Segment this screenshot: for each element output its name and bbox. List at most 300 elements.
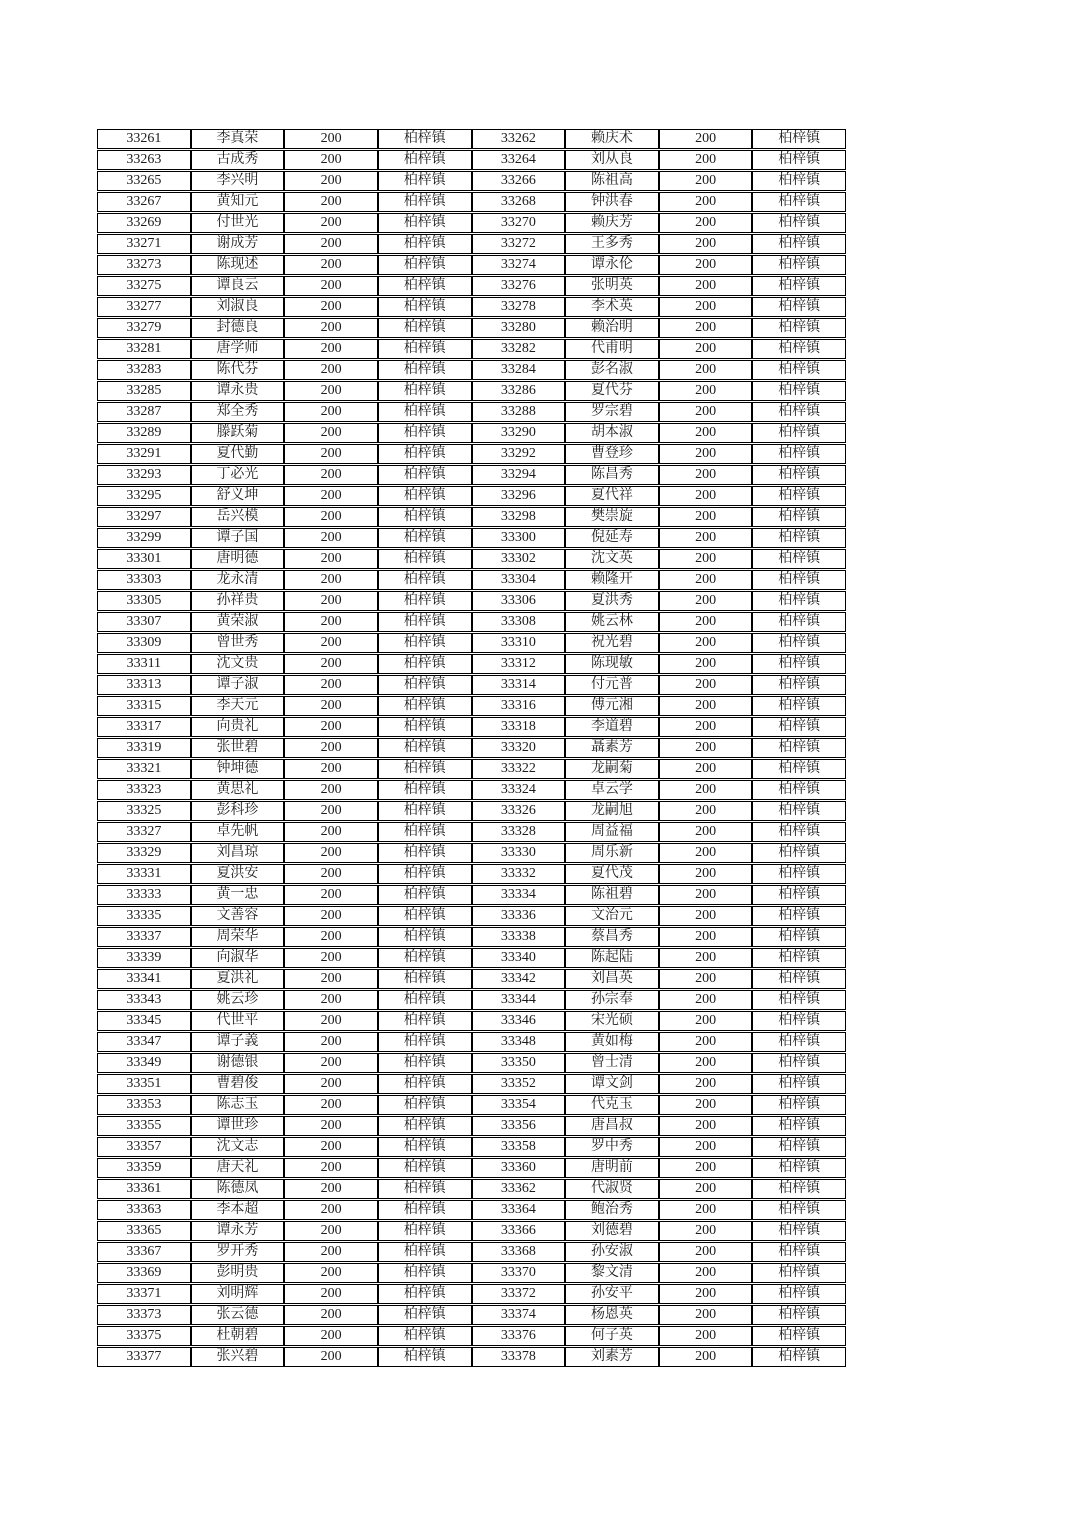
person-name-left: 谭子義 xyxy=(191,1032,285,1052)
person-name-right: 谭文剑 xyxy=(565,1074,659,1094)
town-left: 柏梓镇 xyxy=(378,465,472,485)
table-row xyxy=(97,990,846,1010)
town-left: 柏梓镇 xyxy=(378,927,472,947)
record-id-left: 33363 xyxy=(97,1200,191,1220)
town-right: 柏梓镇 xyxy=(752,1326,846,1346)
town-left: 柏梓镇 xyxy=(378,381,472,401)
town-right: 柏梓镇 xyxy=(752,654,846,674)
record-id-left: 33299 xyxy=(97,528,191,548)
amount-right: 200 xyxy=(659,129,753,149)
amount-left: 200 xyxy=(284,444,378,464)
person-name-right: 赖治明 xyxy=(565,318,659,338)
person-name-left: 谭子淑 xyxy=(191,675,285,695)
person-name-left: 郑全秀 xyxy=(191,402,285,422)
table-row xyxy=(97,129,846,149)
person-name-left: 谭良云 xyxy=(191,276,285,296)
amount-right: 200 xyxy=(659,1263,753,1283)
town-right: 柏梓镇 xyxy=(752,297,846,317)
amount-left: 200 xyxy=(284,1116,378,1136)
person-name-right: 龙嗣菊 xyxy=(565,759,659,779)
town-left: 柏梓镇 xyxy=(378,549,472,569)
person-name-left: 谭永贵 xyxy=(191,381,285,401)
amount-left: 200 xyxy=(284,1305,378,1325)
record-id-right: 33284 xyxy=(472,360,566,380)
town-right: 柏梓镇 xyxy=(752,1179,846,1199)
record-id-right: 33330 xyxy=(472,843,566,863)
table-row xyxy=(97,801,846,821)
record-id-right: 33368 xyxy=(472,1242,566,1262)
table-row xyxy=(97,822,846,842)
person-name-right: 孙安平 xyxy=(565,1284,659,1304)
payment-roster-table xyxy=(97,128,846,1368)
amount-left: 200 xyxy=(284,801,378,821)
person-name-left: 丁必光 xyxy=(191,465,285,485)
town-left: 柏梓镇 xyxy=(378,1179,472,1199)
record-id-right: 33358 xyxy=(472,1137,566,1157)
person-name-left: 滕跃菊 xyxy=(191,423,285,443)
amount-right: 200 xyxy=(659,381,753,401)
town-left: 柏梓镇 xyxy=(378,1221,472,1241)
record-id-right: 33366 xyxy=(472,1221,566,1241)
amount-right: 200 xyxy=(659,1011,753,1031)
person-name-left: 张世碧 xyxy=(191,738,285,758)
table-row xyxy=(97,318,846,338)
town-left: 柏梓镇 xyxy=(378,1263,472,1283)
amount-right: 200 xyxy=(659,150,753,170)
person-name-right: 鲍治秀 xyxy=(565,1200,659,1220)
person-name-right: 孙宗奉 xyxy=(565,990,659,1010)
town-right: 柏梓镇 xyxy=(752,402,846,422)
amount-right: 200 xyxy=(659,1158,753,1178)
town-left: 柏梓镇 xyxy=(378,1011,472,1031)
town-right: 柏梓镇 xyxy=(752,444,846,464)
amount-right: 200 xyxy=(659,192,753,212)
person-name-left: 罗开秀 xyxy=(191,1242,285,1262)
person-name-right: 夏洪秀 xyxy=(565,591,659,611)
person-name-right: 周乐新 xyxy=(565,843,659,863)
person-name-right: 李术英 xyxy=(565,297,659,317)
person-name-right: 黄如梅 xyxy=(565,1032,659,1052)
person-name-right: 蔡昌秀 xyxy=(565,927,659,947)
town-right: 柏梓镇 xyxy=(752,1074,846,1094)
table-row xyxy=(97,759,846,779)
amount-left: 200 xyxy=(284,822,378,842)
amount-left: 200 xyxy=(284,213,378,233)
person-name-right: 代克玉 xyxy=(565,1095,659,1115)
record-id-right: 33276 xyxy=(472,276,566,296)
record-id-right: 33316 xyxy=(472,696,566,716)
town-right: 柏梓镇 xyxy=(752,1116,846,1136)
amount-left: 200 xyxy=(284,1053,378,1073)
table-row xyxy=(97,864,846,884)
table-row xyxy=(97,570,846,590)
amount-left: 200 xyxy=(284,843,378,863)
record-id-left: 33355 xyxy=(97,1116,191,1136)
table-row xyxy=(97,192,846,212)
town-left: 柏梓镇 xyxy=(378,1095,472,1115)
person-name-left: 谢德银 xyxy=(191,1053,285,1073)
amount-left: 200 xyxy=(284,192,378,212)
amount-left: 200 xyxy=(284,1137,378,1157)
amount-left: 200 xyxy=(284,990,378,1010)
person-name-right: 文治元 xyxy=(565,906,659,926)
record-id-left: 33357 xyxy=(97,1137,191,1157)
record-id-left: 33337 xyxy=(97,927,191,947)
amount-left: 200 xyxy=(284,255,378,275)
record-id-left: 33345 xyxy=(97,1011,191,1031)
table-row xyxy=(97,402,846,422)
person-name-left: 卓先帆 xyxy=(191,822,285,842)
table-row xyxy=(97,843,846,863)
record-id-left: 33375 xyxy=(97,1326,191,1346)
amount-left: 200 xyxy=(284,465,378,485)
amount-right: 200 xyxy=(659,1053,753,1073)
town-right: 柏梓镇 xyxy=(752,570,846,590)
record-id-right: 33356 xyxy=(472,1116,566,1136)
amount-left: 200 xyxy=(284,1095,378,1115)
town-left: 柏梓镇 xyxy=(378,1242,472,1262)
table-row xyxy=(97,1242,846,1262)
record-id-right: 33326 xyxy=(472,801,566,821)
record-id-right: 33312 xyxy=(472,654,566,674)
amount-right: 200 xyxy=(659,276,753,296)
town-right: 柏梓镇 xyxy=(752,192,846,212)
record-id-right: 33354 xyxy=(472,1095,566,1115)
record-id-right: 33374 xyxy=(472,1305,566,1325)
person-name-left: 黄一忠 xyxy=(191,885,285,905)
record-id-right: 33342 xyxy=(472,969,566,989)
table-row xyxy=(97,549,846,569)
amount-right: 200 xyxy=(659,759,753,779)
person-name-left: 杜朝碧 xyxy=(191,1326,285,1346)
town-left: 柏梓镇 xyxy=(378,1074,472,1094)
amount-right: 200 xyxy=(659,906,753,926)
record-id-left: 33263 xyxy=(97,150,191,170)
amount-left: 200 xyxy=(284,885,378,905)
table-row xyxy=(97,486,846,506)
person-name-left: 唐明德 xyxy=(191,549,285,569)
record-id-left: 33367 xyxy=(97,1242,191,1262)
record-id-right: 33264 xyxy=(472,150,566,170)
record-id-right: 33314 xyxy=(472,675,566,695)
record-id-right: 33266 xyxy=(472,171,566,191)
record-id-left: 33297 xyxy=(97,507,191,527)
amount-right: 200 xyxy=(659,717,753,737)
record-id-right: 33296 xyxy=(472,486,566,506)
table-row xyxy=(97,528,846,548)
record-id-right: 33290 xyxy=(472,423,566,443)
amount-right: 200 xyxy=(659,948,753,968)
person-name-left: 谭永芳 xyxy=(191,1221,285,1241)
record-id-left: 33311 xyxy=(97,654,191,674)
town-left: 柏梓镇 xyxy=(378,633,472,653)
person-name-right: 龙嗣旭 xyxy=(565,801,659,821)
amount-left: 200 xyxy=(284,696,378,716)
table-row xyxy=(97,906,846,926)
town-left: 柏梓镇 xyxy=(378,192,472,212)
town-left: 柏梓镇 xyxy=(378,822,472,842)
person-name-right: 刘德碧 xyxy=(565,1221,659,1241)
amount-right: 200 xyxy=(659,1095,753,1115)
person-name-right: 黎文清 xyxy=(565,1263,659,1283)
town-left: 柏梓镇 xyxy=(378,1158,472,1178)
town-right: 柏梓镇 xyxy=(752,696,846,716)
amount-right: 200 xyxy=(659,885,753,905)
table-row xyxy=(97,1032,846,1052)
town-left: 柏梓镇 xyxy=(378,885,472,905)
table-row xyxy=(97,150,846,170)
record-id-left: 33267 xyxy=(97,192,191,212)
town-left: 柏梓镇 xyxy=(378,1347,472,1367)
record-id-right: 33372 xyxy=(472,1284,566,1304)
table-row xyxy=(97,1116,846,1136)
amount-right: 200 xyxy=(659,297,753,317)
record-id-right: 33320 xyxy=(472,738,566,758)
town-right: 柏梓镇 xyxy=(752,1095,846,1115)
town-left: 柏梓镇 xyxy=(378,864,472,884)
record-id-right: 33302 xyxy=(472,549,566,569)
person-name-left: 陈德凤 xyxy=(191,1179,285,1199)
record-id-right: 33334 xyxy=(472,885,566,905)
person-name-right: 曹登珍 xyxy=(565,444,659,464)
record-id-right: 33350 xyxy=(472,1053,566,1073)
town-right: 柏梓镇 xyxy=(752,528,846,548)
town-left: 柏梓镇 xyxy=(378,297,472,317)
town-left: 柏梓镇 xyxy=(378,969,472,989)
table-row xyxy=(97,1326,846,1346)
town-right: 柏梓镇 xyxy=(752,843,846,863)
amount-left: 200 xyxy=(284,633,378,653)
table-row xyxy=(97,339,846,359)
amount-right: 200 xyxy=(659,423,753,443)
person-name-right: 罗中秀 xyxy=(565,1137,659,1157)
town-right: 柏梓镇 xyxy=(752,675,846,695)
person-name-right: 唐昌叔 xyxy=(565,1116,659,1136)
amount-right: 200 xyxy=(659,234,753,254)
amount-left: 200 xyxy=(284,906,378,926)
record-id-left: 33369 xyxy=(97,1263,191,1283)
person-name-left: 李本超 xyxy=(191,1200,285,1220)
person-name-right: 谭永伦 xyxy=(565,255,659,275)
table-row xyxy=(97,948,846,968)
town-left: 柏梓镇 xyxy=(378,171,472,191)
town-left: 柏梓镇 xyxy=(378,339,472,359)
record-id-left: 33275 xyxy=(97,276,191,296)
person-name-left: 李天元 xyxy=(191,696,285,716)
town-right: 柏梓镇 xyxy=(752,1200,846,1220)
record-id-left: 33325 xyxy=(97,801,191,821)
table-row xyxy=(97,1284,846,1304)
amount-right: 200 xyxy=(659,696,753,716)
person-name-right: 代甫明 xyxy=(565,339,659,359)
person-name-right: 夏代茂 xyxy=(565,864,659,884)
record-id-left: 33295 xyxy=(97,486,191,506)
amount-left: 200 xyxy=(284,675,378,695)
table-row xyxy=(97,1011,846,1031)
record-id-right: 33278 xyxy=(472,297,566,317)
amount-left: 200 xyxy=(284,738,378,758)
person-name-left: 代世平 xyxy=(191,1011,285,1031)
record-id-left: 33347 xyxy=(97,1032,191,1052)
person-name-right: 陈现敏 xyxy=(565,654,659,674)
table-row xyxy=(97,213,846,233)
town-left: 柏梓镇 xyxy=(378,1053,472,1073)
person-name-right: 王多秀 xyxy=(565,234,659,254)
person-name-left: 黄知元 xyxy=(191,192,285,212)
amount-right: 200 xyxy=(659,1116,753,1136)
person-name-right: 姚云林 xyxy=(565,612,659,632)
town-right: 柏梓镇 xyxy=(752,885,846,905)
record-id-left: 33261 xyxy=(97,129,191,149)
record-id-right: 33332 xyxy=(472,864,566,884)
person-name-right: 倪延寿 xyxy=(565,528,659,548)
town-left: 柏梓镇 xyxy=(378,1032,472,1052)
payment-table-body xyxy=(97,129,846,1367)
town-right: 柏梓镇 xyxy=(752,150,846,170)
town-right: 柏梓镇 xyxy=(752,1011,846,1031)
amount-right: 200 xyxy=(659,1242,753,1262)
amount-right: 200 xyxy=(659,171,753,191)
person-name-right: 何子英 xyxy=(565,1326,659,1346)
record-id-left: 33265 xyxy=(97,171,191,191)
amount-left: 200 xyxy=(284,948,378,968)
town-left: 柏梓镇 xyxy=(378,948,472,968)
town-left: 柏梓镇 xyxy=(378,1326,472,1346)
record-id-left: 33271 xyxy=(97,234,191,254)
town-left: 柏梓镇 xyxy=(378,1305,472,1325)
record-id-right: 33352 xyxy=(472,1074,566,1094)
record-id-right: 33272 xyxy=(472,234,566,254)
record-id-left: 33333 xyxy=(97,885,191,905)
amount-right: 200 xyxy=(659,738,753,758)
person-name-left: 刘昌琼 xyxy=(191,843,285,863)
record-id-left: 33273 xyxy=(97,255,191,275)
town-left: 柏梓镇 xyxy=(378,129,472,149)
person-name-right: 罗宗碧 xyxy=(565,402,659,422)
town-left: 柏梓镇 xyxy=(378,423,472,443)
town-left: 柏梓镇 xyxy=(378,1284,472,1304)
amount-left: 200 xyxy=(284,717,378,737)
record-id-left: 33351 xyxy=(97,1074,191,1094)
town-right: 柏梓镇 xyxy=(752,549,846,569)
table-row xyxy=(97,717,846,737)
person-name-left: 张云德 xyxy=(191,1305,285,1325)
amount-left: 200 xyxy=(284,171,378,191)
person-name-right: 彭名淑 xyxy=(565,360,659,380)
person-name-left: 向淑华 xyxy=(191,948,285,968)
table-row xyxy=(97,633,846,653)
town-right: 柏梓镇 xyxy=(752,318,846,338)
person-name-right: 陈祖高 xyxy=(565,171,659,191)
person-name-right: 赖隆开 xyxy=(565,570,659,590)
town-left: 柏梓镇 xyxy=(378,234,472,254)
table-row xyxy=(97,675,846,695)
person-name-right: 夏代芬 xyxy=(565,381,659,401)
person-name-right: 傅元湘 xyxy=(565,696,659,716)
record-id-left: 33305 xyxy=(97,591,191,611)
table-row xyxy=(97,1347,846,1367)
table-row xyxy=(97,381,846,401)
record-id-left: 33303 xyxy=(97,570,191,590)
record-id-right: 33360 xyxy=(472,1158,566,1178)
table-row xyxy=(97,885,846,905)
table-row xyxy=(97,1095,846,1115)
record-id-right: 33294 xyxy=(472,465,566,485)
record-id-left: 33331 xyxy=(97,864,191,884)
town-right: 柏梓镇 xyxy=(752,381,846,401)
amount-right: 200 xyxy=(659,822,753,842)
person-name-left: 周荣华 xyxy=(191,927,285,947)
amount-left: 200 xyxy=(284,381,378,401)
record-id-left: 33269 xyxy=(97,213,191,233)
record-id-right: 33282 xyxy=(472,339,566,359)
town-right: 柏梓镇 xyxy=(752,1347,846,1367)
table-row xyxy=(97,1137,846,1157)
table-row xyxy=(97,654,846,674)
record-id-right: 33362 xyxy=(472,1179,566,1199)
record-id-right: 33376 xyxy=(472,1326,566,1346)
amount-right: 200 xyxy=(659,612,753,632)
amount-left: 200 xyxy=(284,528,378,548)
amount-left: 200 xyxy=(284,549,378,569)
record-id-right: 33262 xyxy=(472,129,566,149)
record-id-right: 33274 xyxy=(472,255,566,275)
amount-left: 200 xyxy=(284,1347,378,1367)
town-left: 柏梓镇 xyxy=(378,801,472,821)
town-left: 柏梓镇 xyxy=(378,318,472,338)
record-id-left: 33359 xyxy=(97,1158,191,1178)
town-left: 柏梓镇 xyxy=(378,696,472,716)
person-name-left: 陈志玉 xyxy=(191,1095,285,1115)
town-right: 柏梓镇 xyxy=(752,1032,846,1052)
amount-right: 200 xyxy=(659,402,753,422)
amount-right: 200 xyxy=(659,570,753,590)
amount-left: 200 xyxy=(284,1326,378,1346)
record-id-left: 33361 xyxy=(97,1179,191,1199)
amount-right: 200 xyxy=(659,1179,753,1199)
person-name-right: 胡本淑 xyxy=(565,423,659,443)
person-name-right: 卓云学 xyxy=(565,780,659,800)
person-name-left: 沈文志 xyxy=(191,1137,285,1157)
town-left: 柏梓镇 xyxy=(378,507,472,527)
record-id-left: 33329 xyxy=(97,843,191,863)
record-id-left: 33353 xyxy=(97,1095,191,1115)
amount-left: 200 xyxy=(284,570,378,590)
person-name-left: 唐天礼 xyxy=(191,1158,285,1178)
person-name-left: 钟坤德 xyxy=(191,759,285,779)
record-id-right: 33348 xyxy=(472,1032,566,1052)
table-row xyxy=(97,612,846,632)
town-right: 柏梓镇 xyxy=(752,171,846,191)
table-row xyxy=(97,276,846,296)
record-id-right: 33270 xyxy=(472,213,566,233)
town-right: 柏梓镇 xyxy=(752,906,846,926)
table-row xyxy=(97,1158,846,1178)
person-name-right: 李道碧 xyxy=(565,717,659,737)
table-row xyxy=(97,255,846,275)
amount-left: 200 xyxy=(284,486,378,506)
town-right: 柏梓镇 xyxy=(752,276,846,296)
person-name-left: 曹碧俊 xyxy=(191,1074,285,1094)
person-name-right: 陈起陆 xyxy=(565,948,659,968)
town-right: 柏梓镇 xyxy=(752,1137,846,1157)
town-right: 柏梓镇 xyxy=(752,234,846,254)
person-name-left: 唐学师 xyxy=(191,339,285,359)
record-id-left: 33301 xyxy=(97,549,191,569)
town-right: 柏梓镇 xyxy=(752,864,846,884)
person-name-left: 黄思礼 xyxy=(191,780,285,800)
amount-right: 200 xyxy=(659,843,753,863)
